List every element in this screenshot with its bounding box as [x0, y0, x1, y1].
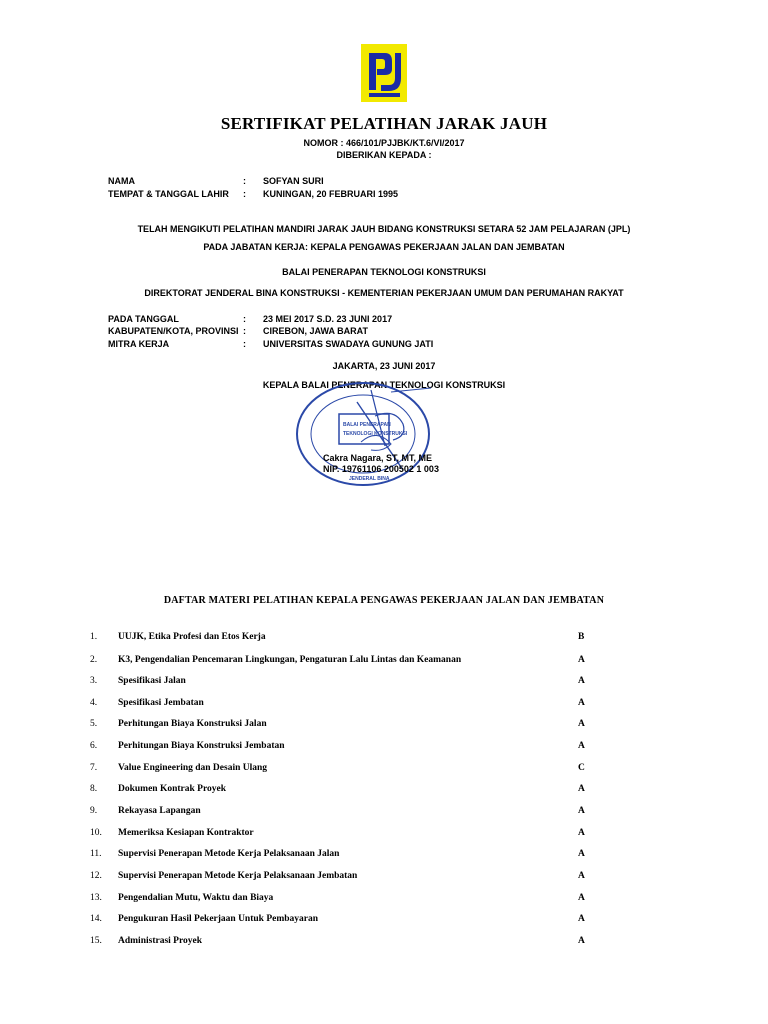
- stamp-center-text-1: BALAI PENERAPAN: [343, 422, 391, 428]
- material-number: 9.: [90, 806, 98, 816]
- material-name: Supervisi Penerapan Metode Kerja Pelaksanaan Jalan: [118, 849, 340, 859]
- material-name: Value Engineering dan Desain Ulang: [118, 763, 268, 773]
- material-number: 4.: [90, 698, 98, 708]
- material-number: 6.: [90, 741, 98, 751]
- partner-separator: :: [243, 339, 246, 349]
- birth-value: KUNINGAN, 20 FEBRUARI 1995: [263, 189, 399, 199]
- material-number: 5.: [90, 719, 98, 729]
- material-number: 10.: [90, 828, 102, 838]
- certificate-number: NOMOR : 466/101/PJJBK/KT.6/VI/2017: [303, 138, 465, 148]
- material-name: Pengukuran Hasil Pekerjaan Untuk Pembayaran: [118, 914, 319, 924]
- name-separator: :: [243, 176, 246, 186]
- material-grade: A: [578, 936, 585, 946]
- material-number: 13.: [90, 893, 102, 903]
- material-number: 11.: [90, 849, 102, 859]
- material-grade: A: [578, 784, 585, 794]
- material-name: Pengendalian Mutu, Waktu dan Biaya: [118, 893, 274, 903]
- material-grade: A: [578, 719, 585, 729]
- given-to-label: DIBERIKAN KEPADA :: [336, 150, 432, 160]
- material-grade: A: [578, 914, 585, 924]
- birth-label: TEMPAT & TANGGAL LAHIR: [108, 189, 229, 199]
- date-label: PADA TANGGAL: [108, 314, 179, 324]
- official-stamp: [291, 372, 441, 492]
- material-grade: A: [578, 698, 585, 708]
- training-statement: TELAH MENGIKUTI PELATIHAN MANDIRI JARAK JAUH BIDANG KONSTRUKSI SETARA 52 JAM PELAJARAN (JPL): [137, 224, 631, 234]
- material-number: 15.: [90, 936, 102, 946]
- job-position: PADA JABATAN KERJA: KEPALA PENGAWAS PEKERJAAN JALAN DAN JEMBATAN: [203, 242, 565, 252]
- partner-value: UNIVERSITAS SWADAYA GUNUNG JATI: [263, 339, 434, 349]
- material-name: UUJK, Etika Profesi dan Etos Kerja: [118, 632, 266, 642]
- material-grade: A: [578, 806, 585, 816]
- material-name: Perhitungan Biaya Konstruksi Jalan: [118, 719, 267, 729]
- material-grade: A: [578, 655, 585, 665]
- location-label: KABUPATEN/KOTA, PROVINSI: [108, 326, 239, 336]
- location-separator: :: [243, 326, 246, 336]
- material-name: Administrasi Proyek: [118, 936, 203, 946]
- place-date: JAKARTA, 23 JUNI 2017: [332, 361, 436, 371]
- material-name: Spesifikasi Jembatan: [118, 698, 204, 708]
- name-label: NAMA: [108, 176, 135, 186]
- institution-directorate: DIREKTORAT JENDERAL BINA KONSTRUKSI - KEMENTERIAN PEKERJAAN UMUM DAN PERUMAHAN RAKYAT: [144, 288, 624, 298]
- signer-name: Cakra Nagara, ST, MT, ME: [323, 453, 433, 463]
- material-name: Spesifikasi Jalan: [118, 676, 186, 686]
- certificate-title: SERTIFIKAT PELATIHAN JARAK JAUH: [220, 114, 548, 133]
- stamp-bottom-text: JENDERAL BINA: [349, 476, 390, 482]
- material-name: Supervisi Penerapan Metode Kerja Pelaksanaan Jembatan: [118, 871, 358, 881]
- material-number: 3.: [90, 676, 98, 686]
- material-number: 12.: [90, 871, 102, 881]
- signer-nip: NIP. 19761106 200502 1 003: [323, 464, 439, 474]
- material-grade: A: [578, 741, 585, 751]
- date-separator: :: [243, 314, 246, 324]
- material-grade: A: [578, 849, 585, 859]
- material-grade: A: [578, 871, 585, 881]
- name-value: SOFYAN SURI: [263, 176, 324, 186]
- material-name: Rekayasa Lapangan: [118, 806, 201, 816]
- material-name: Dokumen Kontrak Proyek: [118, 784, 227, 794]
- material-grade: B: [578, 632, 585, 642]
- birth-separator: :: [243, 189, 246, 199]
- date-value: 23 MEI 2017 S.D. 23 JUNI 2017: [263, 314, 393, 324]
- material-number: 7.: [90, 763, 98, 773]
- material-number: 8.: [90, 784, 98, 794]
- stamp-center-text-2: TEKNOLOGI KONSTRUKSI: [343, 431, 408, 437]
- materials-title: DAFTAR MATERI PELATIHAN KEPALA PENGAWAS PEKERJAAN JALAN DAN JEMBATAN: [163, 595, 605, 606]
- material-grade: A: [578, 828, 585, 838]
- material-name: Perhitungan Biaya Konstruksi Jembatan: [118, 741, 285, 751]
- material-grade: A: [578, 893, 585, 903]
- material-grade: A: [578, 676, 585, 686]
- material-number: 1.: [90, 632, 98, 642]
- material-grade: C: [578, 763, 585, 773]
- location-value: CIREBON, JAWA BARAT: [263, 326, 369, 336]
- signer-title: KEPALA BALAI PENERAPAN TEKNOLOGI KONSTRUKSI: [262, 380, 506, 390]
- material-name: Memeriksa Kesiapan Kontraktor: [118, 828, 254, 838]
- institution-balai: BALAI PENERAPAN TEKNOLOGI KONSTRUKSI: [282, 267, 486, 277]
- material-number: 14.: [90, 914, 102, 924]
- material-name: K3, Pengendalian Pencemaran Lingkungan, Pengaturan Lalu Lintas dan Keamanan: [118, 655, 462, 665]
- pupr-logo: [361, 44, 407, 102]
- partner-label: MITRA KERJA: [108, 339, 170, 349]
- material-number: 2.: [90, 655, 98, 665]
